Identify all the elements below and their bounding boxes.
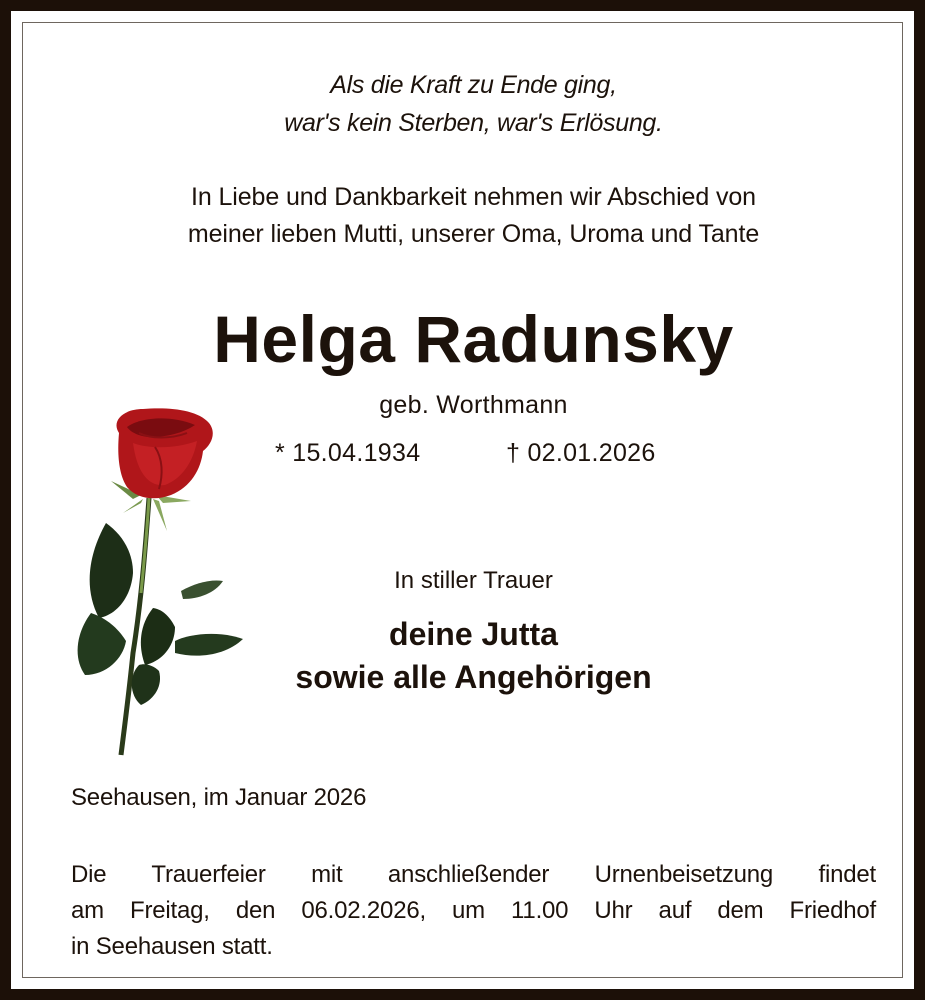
- death-date: † 02.01.2026: [506, 439, 656, 467]
- intro-line: meiner lieben Mutti, unserer Oma, Uroma und Tante: [187, 220, 760, 248]
- mourner-line: sowie alle Angehörigen: [295, 659, 652, 695]
- mourning-label: In stiller Trauer: [394, 567, 553, 594]
- maiden-name: geb. Worthmann: [379, 391, 568, 419]
- intro-text: [11, 179, 925, 253]
- motto-line: Als die Kraft zu Ende ging,: [330, 71, 617, 99]
- motto-line: war's kein Sterben, war's Erlösung.: [284, 109, 663, 137]
- place-and-date: Seehausen, im Januar 2026: [71, 784, 367, 811]
- mourner-line: deine Jutta: [389, 616, 558, 652]
- ceremony-line: Die Trauerfeier mit anschließender Urnenbeisetzung findet: [71, 861, 876, 888]
- ceremony-line: am Freitag, den 06.02.2026, um 11.00 Uhr auf dem Friedhof: [71, 897, 876, 924]
- mourners: [11, 613, 925, 699]
- intro-line: In Liebe und Dankbarkeit nehmen wir Abschied von: [190, 183, 756, 211]
- deceased-name: Helga Radunsky: [213, 302, 734, 376]
- motto: [11, 66, 925, 142]
- ceremony-info: [71, 857, 876, 965]
- birth-date: * 15.04.1934: [275, 439, 421, 467]
- ceremony-line: in Seehausen statt.: [71, 933, 273, 960]
